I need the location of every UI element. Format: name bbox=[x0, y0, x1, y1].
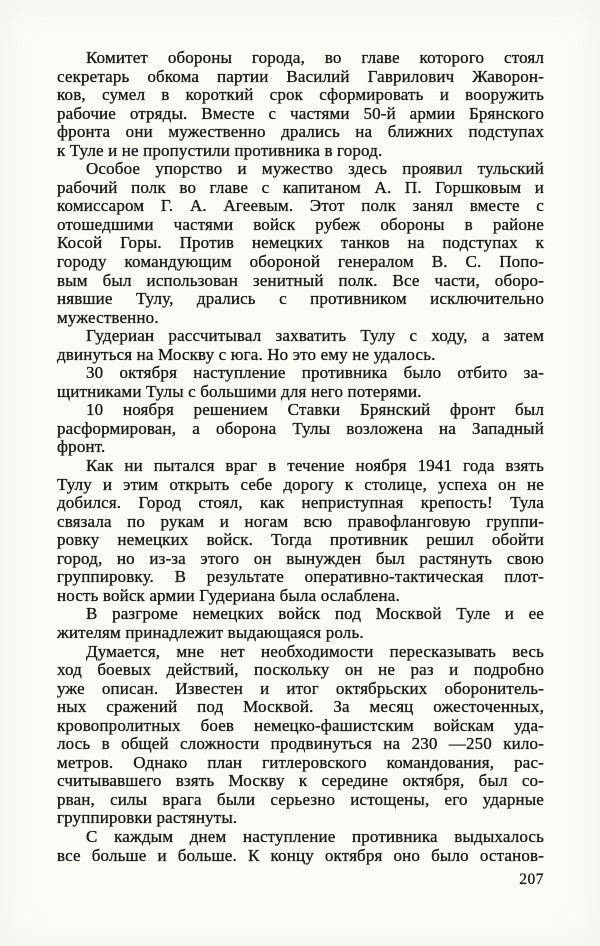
text-line: метров. Однако план гитлеровского командования, рас- bbox=[57, 752, 544, 772]
text-line: отошедшими частями войск рубеж обороны в районе bbox=[57, 214, 544, 234]
text-line: щитниками Тулы с большими для него потерями. bbox=[57, 381, 422, 401]
text-line: Как ни пытался враг в течение ноября 1941 года взять bbox=[86, 456, 544, 476]
text-line: нявшие Тулу, дрались с противником исключительно bbox=[57, 289, 544, 309]
text-block bbox=[57, 49, 544, 865]
text-line: вым был использован зенитный полк. Все части, оборо- bbox=[57, 270, 544, 290]
text-line: все больше и больше. К концу октября оно было останов- bbox=[57, 845, 544, 865]
text-line: С каждым днем наступление противника выдыхалось bbox=[86, 826, 544, 846]
text-line: Особое упорство и мужество здесь проявил тульский bbox=[86, 159, 544, 179]
text-line: связала по рукам и ногам всю правофланговую группи- bbox=[57, 511, 544, 531]
text-line: добился. Город стоял, как неприступная крепость! Тула bbox=[57, 493, 544, 513]
text-line: городу командующим обороной генералом В. С. Попо- bbox=[57, 252, 544, 272]
text-line: ровку немецких войск. Тогда противник решил обойти bbox=[57, 530, 544, 550]
text-line: 10 ноября решением Ставки Брянский фронт был bbox=[86, 400, 544, 420]
text-line: ных сражений под Москвой. За месяц ожесточенных, bbox=[57, 697, 544, 717]
text-line: рабочие отряды. Вместе с частями 50-й армии Брянского bbox=[57, 103, 544, 123]
text-line: Гудериан рассчитывал захватить Тулу с ходу, а затем bbox=[86, 326, 544, 346]
text-line: двинуться на Москву с юга. Но это ему не удалось. bbox=[57, 344, 436, 364]
text-line: город, но из-за этого он вынужден был растянуть свою bbox=[57, 548, 544, 568]
text-line: к Туле и не пропустили противника в город. bbox=[57, 140, 383, 160]
text-line: Комитет обороны города, во главе которого стоял bbox=[86, 48, 544, 67]
text-line: мужественно. bbox=[57, 307, 159, 327]
text-line: уже описан. Известен и итог октябрьских оборонитель- bbox=[57, 678, 544, 698]
text-line: фронта они мужественно дрались на ближних подступах bbox=[57, 122, 544, 142]
text-line: лось в общей сложности продвинуться на 230 —250 кило- bbox=[57, 734, 544, 754]
text-line: Думается, мне нет необходимости пересказывать весь bbox=[86, 641, 544, 661]
text-line: кровопролитных боев немецко-фашистским войскам уда- bbox=[57, 715, 544, 735]
text-line: группировку. В результате оперативно-тактическая плот- bbox=[57, 567, 544, 587]
page-number: 207 bbox=[519, 871, 544, 888]
text-line: Косой Горы. Против немецких танков на подступах к bbox=[57, 233, 544, 253]
text-line: комиссаром Г. А. Агеевым. Этот полк занял вместе с bbox=[57, 196, 544, 216]
text-line: фронт. bbox=[57, 437, 106, 457]
text-line: рабочий полк во главе с капитаном А. П. Горшковым и bbox=[57, 177, 544, 197]
text-line: 30 октября наступление противника было отбито за- bbox=[86, 363, 544, 383]
text-line: ков, сумел в короткий срок сформировать и вооружить bbox=[57, 85, 544, 105]
text-line: считывавшего взять Москву к середине октября, был со- bbox=[57, 771, 544, 791]
text-line: В разгроме немецких войск под Москвой Туле и ее bbox=[86, 604, 544, 624]
text-line: Тулу и этим открыть себе дорогу к столице, успеха он не bbox=[57, 474, 544, 494]
text-line: секретарь обкома партии Василий Гаврилович Жаворон- bbox=[57, 66, 544, 86]
text-line: жителям принадлежит выдающаяся роль. bbox=[57, 622, 364, 642]
text-line: группировки растянуты. bbox=[57, 808, 238, 828]
text-line: рван, силы врага были серьезно истощены, его ударные bbox=[57, 789, 544, 809]
text-line: ход боевых действий, поскольку он не раз и подробно bbox=[57, 660, 544, 680]
text-line: расформирован, а оборона Тулы возложена на Западный bbox=[57, 418, 544, 438]
text-line: ность войск армии Гудериана была ослаблена. bbox=[57, 585, 400, 605]
